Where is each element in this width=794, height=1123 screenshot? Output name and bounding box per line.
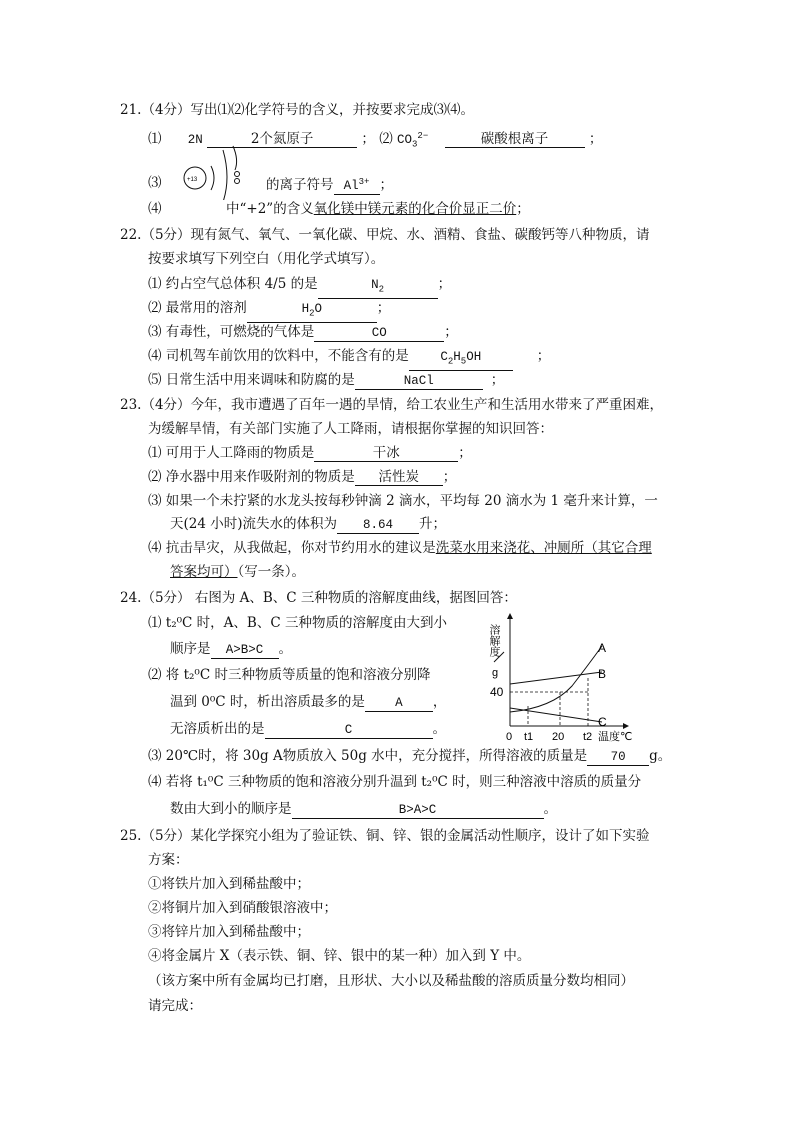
q25-step3: ③将锌片加入到稀盐酸中； bbox=[148, 924, 310, 940]
q21-p2-answer: 碳酸根离子 bbox=[445, 131, 585, 148]
item-text: 天(24 小时)流失水的体积为 bbox=[170, 516, 338, 532]
semicolon: ； bbox=[442, 469, 457, 485]
curve-c-label: C bbox=[598, 715, 607, 729]
semicolon: ； bbox=[490, 372, 505, 388]
item-num: ⑴ bbox=[148, 276, 162, 292]
y-tick-40: 40 bbox=[490, 685, 504, 699]
q24-item4 bbox=[148, 773, 641, 791]
semicolon: ； bbox=[536, 348, 551, 364]
q24-item2 bbox=[148, 666, 430, 684]
q24-i3-answer: 70 bbox=[587, 749, 649, 766]
semicolon: ； bbox=[437, 276, 452, 292]
q23-stem-1: 23.（4分）今年，我市遭遇了百年一遇的旱情，给工农业生产和生活用水带来了严重困难， bbox=[120, 397, 664, 413]
item-num: ⑴ bbox=[148, 615, 162, 631]
electron-shell-1 bbox=[211, 166, 214, 190]
q23-i2-answer: 活性炭 bbox=[355, 469, 443, 486]
q25-step4: ④将金属片 X（表示铁、铜、锌、银中的某一种）加入到 Y 中。 bbox=[148, 948, 531, 964]
q21-part3 bbox=[148, 174, 162, 192]
item-text: 约占空气总体积 4/5 的是 bbox=[165, 276, 318, 292]
item-num: ⑷ bbox=[148, 348, 162, 364]
curve-a-label: A bbox=[598, 641, 607, 655]
item-text: 顺序是 bbox=[170, 641, 211, 657]
q22-stem-1: 22.（5分）现有氮气、氧气、一氧化碳、甲烷、水、酒精、食盐、碳酸钙等八种物质，请 bbox=[120, 227, 650, 243]
item-text: 日常生活中用来调味和防腐的是 bbox=[165, 372, 355, 388]
q21-p4-answer: 氧化镁中镁元素的化合价显正二价 bbox=[313, 201, 517, 217]
q23-stem-2: 为缓解旱情，有关部门实施了人工降雨，请根据你掌握的知识回答： bbox=[148, 421, 553, 437]
x-tick-t1: t1 bbox=[524, 731, 534, 743]
q22-item2 bbox=[148, 299, 390, 323]
item-num: ⑶ bbox=[148, 324, 162, 340]
q21-p3-answer: $Al^{3+}$ bbox=[334, 174, 380, 195]
q22-item1 bbox=[148, 275, 451, 299]
q24-i2-answer2: C bbox=[265, 722, 433, 739]
semicolon: ； bbox=[458, 445, 472, 461]
unit: 升； bbox=[419, 516, 447, 532]
q25-note: （该方案中所有金属均已打磨，且形状、大小以及稀盐酸的溶质质量分数均相同） bbox=[148, 973, 634, 989]
q22-item5 bbox=[148, 371, 504, 390]
item-num: ⑷ bbox=[148, 540, 162, 556]
solubility-chart bbox=[482, 608, 642, 750]
q25-stem-2: 方案： bbox=[148, 852, 189, 868]
item-num: ⑶ bbox=[148, 493, 162, 509]
q21-p3-label: 的离子符号 bbox=[266, 177, 334, 194]
q23-i4-answer-1: 洗菜水用来浇花、冲厕所（其它合理 bbox=[435, 540, 652, 556]
item-end: 。 bbox=[432, 721, 446, 737]
q23-item3 bbox=[148, 492, 658, 510]
q22-i1-answer: $N_2$ bbox=[318, 277, 438, 299]
x-tick-20: 20 bbox=[552, 731, 565, 743]
item-text: 有毒性，可燃烧的气体是 bbox=[165, 324, 315, 340]
item-tail: （写一条）。 bbox=[237, 564, 305, 580]
item-text: 司机驾车前饮用的饮料中，不能含有的是 bbox=[165, 348, 409, 364]
y-axis-label: 溶解度 bbox=[488, 624, 500, 657]
item-text: 抗击旱灾，从我做起，你对节约用水的建议是 bbox=[165, 540, 436, 556]
q21-stem: 21.（4分）写出⑴⑵化学符号的含义，并按要求完成⑶⑷。 bbox=[120, 102, 475, 118]
q24-item1-cont bbox=[170, 640, 292, 659]
q22-i5-answer: NaCl bbox=[355, 373, 483, 390]
electron-dot bbox=[235, 179, 240, 184]
semicolon: ； bbox=[444, 324, 458, 340]
q21-p3-semicolon: ； bbox=[379, 177, 393, 194]
q23-i3-answer: 8.64 bbox=[337, 517, 419, 534]
q22-stem-2: 按要求填写下列空白（用化学式填写）。 bbox=[148, 251, 385, 267]
q23-item1 bbox=[148, 444, 472, 462]
item-end: 。 bbox=[278, 641, 292, 657]
x-tick-t2: t2 bbox=[583, 731, 593, 743]
item-num: ⑶ bbox=[148, 748, 162, 764]
q22-item4 bbox=[148, 347, 550, 371]
q23-item2 bbox=[148, 468, 456, 486]
q22-i4-answer: $C_2H_5OH$ bbox=[409, 349, 513, 371]
item-text: 如果一个未拧紧的水龙头按每秒钟滴 2 滴水，平均每 20 滴水为 1 毫升来计算，一 bbox=[165, 493, 658, 509]
q24-i2-answer: A bbox=[365, 695, 433, 712]
item-num: ⑷ bbox=[148, 774, 162, 790]
q21-p4-semicolon: ； bbox=[516, 201, 530, 217]
item-text: 将 t₂⁰C 时三种物质等质量的饱和溶液分别降 bbox=[165, 667, 431, 683]
x-axis-label: 温度℃ bbox=[598, 731, 633, 743]
item-text: 最常用的溶剂 bbox=[165, 300, 247, 316]
electron-shell-3 bbox=[233, 146, 237, 170]
electron-shell-2 bbox=[223, 150, 227, 200]
item-text: 无溶质析出的是 bbox=[170, 721, 265, 737]
item-end: ， bbox=[432, 694, 447, 710]
q22-item3 bbox=[148, 323, 458, 342]
q21-p3-num: ⑶ bbox=[148, 175, 162, 191]
q25-tail: 请完成： bbox=[148, 998, 202, 1014]
q23-item4 bbox=[148, 539, 652, 557]
q21-p2-symbol: $CO_3^{2-}$ bbox=[397, 131, 429, 150]
item-text: 净水器中用来作吸附剂的物质是 bbox=[165, 469, 355, 485]
q24-item2-cont bbox=[170, 693, 446, 712]
q23-item4-cont bbox=[170, 563, 305, 581]
item-num: ⑸ bbox=[148, 372, 162, 388]
q23-item3-cont bbox=[170, 515, 446, 534]
q21-p4-label: 中“+2”的含义 bbox=[226, 201, 314, 217]
unit: g。 bbox=[649, 748, 672, 764]
q25-step1: ①将铁片加入到稀盐酸中； bbox=[148, 876, 310, 892]
q24-i1-answer: A>B>C bbox=[211, 642, 279, 659]
q21-part3-text bbox=[266, 174, 393, 195]
q21-p1-semicolon: ； bbox=[361, 131, 375, 148]
q24-item1 bbox=[148, 614, 447, 632]
q23-i1-answer: 干冰 bbox=[314, 445, 458, 462]
item-num: ⑵ bbox=[148, 469, 162, 485]
y-axis-unit: g bbox=[492, 667, 499, 679]
atom-structure-diagram bbox=[175, 140, 255, 200]
q21-part4-text bbox=[226, 200, 530, 218]
q22-i2-answer: $H_2O$ bbox=[247, 301, 377, 323]
item-text: 数由大到小的顺序是 bbox=[170, 801, 292, 817]
curve-b-label: B bbox=[598, 667, 607, 681]
q21-p1-num: ⑴ bbox=[148, 131, 162, 148]
item-num: ⑵ bbox=[148, 300, 162, 316]
q21-part4 bbox=[148, 200, 162, 218]
q23-i4-answer-2: 答案均可） bbox=[170, 564, 238, 580]
q21-p1-answer: 2个氮原子 bbox=[207, 131, 357, 148]
q25-stem-1: 25.（5分）某化学探究小组为了验证铁、铜、锌、银的金属活动性顺序，设计了如下实验 bbox=[120, 828, 650, 844]
q24-item2-cont2 bbox=[170, 720, 446, 739]
item-text: t₂⁰C 时，A、B、C 三种物质的溶解度由大到小 bbox=[165, 615, 447, 631]
q21-p1-symbol: 2N bbox=[187, 133, 203, 148]
item-end: 。 bbox=[543, 801, 557, 817]
item-text: 20℃时，将 30g A物质放入 50g 水中，充分搅拌，所得溶液的质量是 bbox=[165, 748, 588, 764]
item-num: ⑴ bbox=[148, 445, 162, 461]
item-text: 若将 t₁⁰C 三种物质的饱和溶液分别升温到 t₂⁰C 时，则三种溶液中溶质的质量分 bbox=[165, 774, 642, 790]
q24-i4-answer: B>A>C bbox=[292, 802, 544, 819]
item-text: 可用于人工降雨的物质是 bbox=[165, 445, 315, 461]
electron-dot bbox=[235, 172, 240, 177]
x-origin: 0 bbox=[506, 731, 513, 743]
nucleus-label: +13 bbox=[187, 177, 198, 183]
q24-item4-cont bbox=[170, 800, 557, 819]
item-num: ⑵ bbox=[148, 667, 162, 683]
q22-i3-answer: CO bbox=[314, 325, 444, 342]
q21-p2-num: ⑵ bbox=[379, 131, 393, 148]
item-text: 温到 0⁰C 时，析出溶质最多的是 bbox=[170, 694, 365, 710]
q21-p4-num: ⑷ bbox=[148, 201, 162, 217]
semicolon: ； bbox=[376, 300, 391, 316]
q21-p2-semicolon: ； bbox=[588, 131, 603, 148]
q24-stem: 24.（5分） 右图为 A、B、C 三种物质的溶解度曲线，据图回答： bbox=[120, 590, 517, 606]
q25-step2: ②将铜片加入到硝酸银溶液中； bbox=[148, 900, 337, 916]
